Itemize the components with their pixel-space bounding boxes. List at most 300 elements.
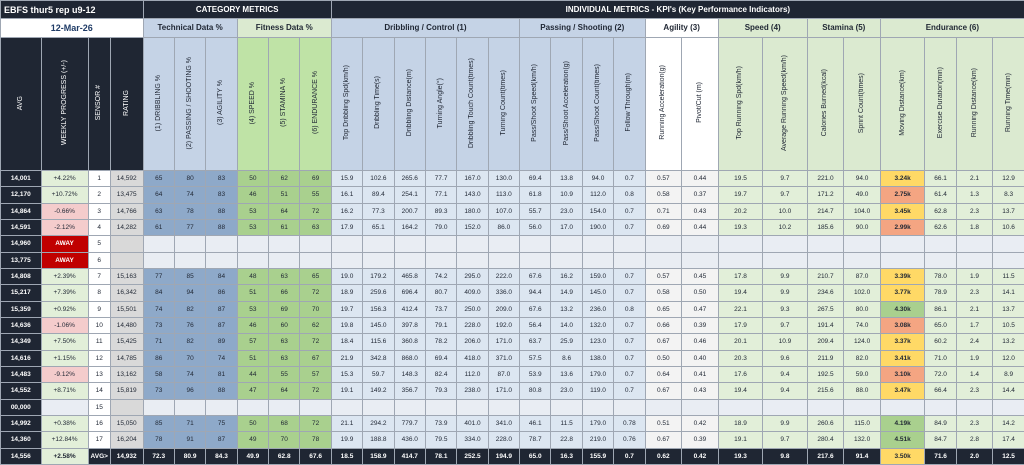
kpi-value bbox=[993, 252, 1024, 268]
player-row[interactable] bbox=[1, 236, 1024, 252]
rating-value: 15,501 bbox=[110, 301, 143, 317]
weekly-progress: +7.50% bbox=[41, 334, 88, 350]
moving-distance-value: 4.30k bbox=[880, 301, 924, 317]
kpi-value: 9.3 bbox=[763, 301, 807, 317]
kpi-value: 84.7 bbox=[925, 432, 956, 448]
moving-distance-value: 2.75k bbox=[880, 187, 924, 203]
rating-value: 14,592 bbox=[110, 170, 143, 186]
kpi-value: 15.9 bbox=[331, 170, 362, 186]
kpi-value: 334.0 bbox=[457, 432, 488, 448]
kpi-value bbox=[844, 252, 881, 268]
column-header-label: Dribbling Distance(m) bbox=[405, 69, 413, 137]
avg-value: 14,552 bbox=[1, 383, 42, 399]
kpi-value: 9.7 bbox=[763, 317, 807, 333]
kpi-value: 82.4 bbox=[425, 366, 456, 382]
kpi-value: 74.2 bbox=[425, 268, 456, 284]
moving-distance-value: 3.47k bbox=[880, 383, 924, 399]
kpi-value: 13.8 bbox=[551, 170, 582, 186]
kpi-avg: 2.0 bbox=[956, 448, 993, 464]
kpi-value: 69.4 bbox=[425, 350, 456, 366]
kpi-value: 63.7 bbox=[520, 334, 551, 350]
kpi-avg: 252.5 bbox=[457, 448, 488, 464]
kpi-value: 10.9 bbox=[551, 187, 582, 203]
kpi-value: 259.6 bbox=[363, 285, 394, 301]
kpi-value: 77.7 bbox=[425, 170, 456, 186]
kpi-value: 2.1 bbox=[956, 170, 993, 186]
kpi-value: 214.7 bbox=[807, 203, 844, 219]
moving-distance-value: 3.10k bbox=[880, 366, 924, 382]
kpi-value: 200.7 bbox=[394, 203, 425, 219]
category-value: 65 bbox=[143, 170, 174, 186]
kpi-value bbox=[925, 399, 956, 415]
kpi-value: 80.0 bbox=[844, 301, 881, 317]
column-header-label: (5) STAMINA % bbox=[280, 78, 288, 128]
category-value: 47 bbox=[237, 383, 268, 399]
kpi-value: 0.78 bbox=[614, 415, 645, 431]
column-header bbox=[174, 37, 205, 170]
category-avg: 49.9 bbox=[237, 448, 268, 464]
weekly-progress bbox=[41, 399, 88, 415]
player-row[interactable] bbox=[1, 366, 1024, 382]
kpi-value: 167.0 bbox=[457, 170, 488, 186]
kpi-avg: 12.5 bbox=[993, 448, 1024, 464]
kpi-value: 179.0 bbox=[582, 415, 613, 431]
kpi-value: 215.6 bbox=[807, 383, 844, 399]
kpi-value: 113.0 bbox=[488, 187, 519, 203]
category-value: 83 bbox=[206, 187, 237, 203]
category-value bbox=[206, 236, 237, 252]
category-value: 84 bbox=[143, 285, 174, 301]
individual-metrics-header: INDIVIDUAL METRICS - KPI's (Key Performance Indicators) bbox=[331, 1, 1024, 19]
weekly-progress: AWAY bbox=[41, 236, 88, 252]
kpi-value: 152.0 bbox=[457, 219, 488, 235]
sensor-number: 1 bbox=[88, 170, 110, 186]
kpi-value: 228.0 bbox=[457, 317, 488, 333]
kpi-value: 8.6 bbox=[551, 350, 582, 366]
kpi-value: 94.4 bbox=[520, 285, 551, 301]
column-header-label: Follow Through(m) bbox=[625, 73, 633, 133]
column-header bbox=[645, 37, 682, 170]
dribbling-group-header: Dribbling / Control (1) bbox=[331, 19, 519, 37]
column-header bbox=[956, 37, 993, 170]
kpi-value bbox=[645, 252, 682, 268]
kpi-value: 0.57 bbox=[645, 268, 682, 284]
category-value: 85 bbox=[143, 415, 174, 431]
kpi-value: 46.1 bbox=[520, 415, 551, 431]
column-header bbox=[88, 37, 110, 170]
kpi-value: 15.3 bbox=[331, 366, 362, 382]
kpi-value: 154.0 bbox=[582, 203, 613, 219]
kpi-value: 53.9 bbox=[520, 366, 551, 382]
kpi-value: 94.0 bbox=[844, 170, 881, 186]
kpi-value: 19.1 bbox=[331, 383, 362, 399]
passing-group-header: Passing / Shooting (2) bbox=[520, 19, 646, 37]
player-row[interactable] bbox=[1, 252, 1024, 268]
column-header bbox=[394, 37, 425, 170]
column-header-label: Pass/Shoot Acceleration(g) bbox=[562, 60, 570, 145]
kpi-value: 89.4 bbox=[363, 187, 394, 203]
kpi-value: 341.0 bbox=[488, 415, 519, 431]
kpi-value: 0.65 bbox=[645, 301, 682, 317]
kpi-value: 0.37 bbox=[682, 187, 719, 203]
column-header-label: (4) SPEED % bbox=[248, 81, 256, 124]
player-row[interactable] bbox=[1, 432, 1024, 448]
kpi-value: 61.4 bbox=[925, 187, 956, 203]
kpi-value: 79.0 bbox=[425, 219, 456, 235]
player-row[interactable] bbox=[1, 317, 1024, 333]
kpi-value: 0.47 bbox=[682, 301, 719, 317]
player-row[interactable] bbox=[1, 415, 1024, 431]
sensor-number: 6 bbox=[88, 252, 110, 268]
kpi-value: 10.2 bbox=[763, 219, 807, 235]
category-value bbox=[269, 399, 300, 415]
kpi-value: 78.7 bbox=[520, 432, 551, 448]
category-avg: 84.3 bbox=[206, 448, 237, 464]
column-header bbox=[925, 37, 956, 170]
kpi-value: 145.0 bbox=[363, 317, 394, 333]
kpi-value bbox=[614, 252, 645, 268]
rating-value: 14,282 bbox=[110, 219, 143, 235]
kpi-value bbox=[763, 236, 807, 252]
category-value: 55 bbox=[269, 366, 300, 382]
kpi-value bbox=[844, 236, 881, 252]
category-avg: 80.9 bbox=[174, 448, 205, 464]
kpi-value: 77.1 bbox=[425, 187, 456, 203]
category-value: 63 bbox=[269, 350, 300, 366]
category-metrics-header: CATEGORY METRICS bbox=[143, 1, 331, 19]
kpi-value: 188.8 bbox=[363, 432, 394, 448]
category-value: 58 bbox=[143, 366, 174, 382]
stamina-group-header: Stamina (5) bbox=[807, 19, 880, 37]
category-value: 87 bbox=[206, 317, 237, 333]
weekly-progress: +4.22% bbox=[41, 170, 88, 186]
rating-value: 14,480 bbox=[110, 317, 143, 333]
weekly-progress: -9.12% bbox=[41, 366, 88, 382]
player-row[interactable] bbox=[1, 383, 1024, 399]
kpi-value: 779.7 bbox=[394, 415, 425, 431]
kpi-value: 62.8 bbox=[925, 203, 956, 219]
category-value bbox=[237, 236, 268, 252]
kpi-value: 228.0 bbox=[488, 432, 519, 448]
kpi-value: 9.9 bbox=[763, 268, 807, 284]
kpi-value: 436.0 bbox=[394, 432, 425, 448]
category-value: 83 bbox=[206, 170, 237, 186]
player-row[interactable] bbox=[1, 285, 1024, 301]
player-row[interactable] bbox=[1, 268, 1024, 284]
kpi-value: 397.8 bbox=[394, 317, 425, 333]
kpi-value: 868.0 bbox=[394, 350, 425, 366]
kpi-value: 23.0 bbox=[551, 383, 582, 399]
kpi-value: 171.2 bbox=[807, 187, 844, 203]
kpi-value: 696.4 bbox=[394, 285, 425, 301]
category-value: 62 bbox=[300, 317, 331, 333]
column-header bbox=[331, 37, 362, 170]
kpi-value: 57.5 bbox=[520, 350, 551, 366]
kpi-value: 89.3 bbox=[425, 203, 456, 219]
category-value: 70 bbox=[174, 350, 205, 366]
category-value: 46 bbox=[237, 317, 268, 333]
kpi-avg: 217.6 bbox=[807, 448, 844, 464]
kpi-avg: 0.62 bbox=[645, 448, 682, 464]
category-value: 77 bbox=[174, 219, 205, 235]
player-row[interactable] bbox=[1, 334, 1024, 350]
moving-distance-value: 3.24k bbox=[880, 170, 924, 186]
kpi-value bbox=[457, 399, 488, 415]
kpi-avg: 3.50k bbox=[880, 448, 924, 464]
kpi-value: 13.7 bbox=[993, 203, 1024, 219]
kpi-value: 2.4 bbox=[956, 334, 993, 350]
avg-column-header-label: AVG bbox=[16, 95, 24, 110]
kpi-value: 2.3 bbox=[956, 415, 993, 431]
category-value: 71 bbox=[174, 415, 205, 431]
kpi-value: 13.2 bbox=[551, 301, 582, 317]
category-avg: 62.8 bbox=[269, 448, 300, 464]
kpi-value: 22.1 bbox=[718, 301, 762, 317]
kpi-value: 0.42 bbox=[682, 415, 719, 431]
kpi-value: 0.8 bbox=[614, 301, 645, 317]
kpi-value: 9.4 bbox=[763, 366, 807, 382]
kpi-value: 84.9 bbox=[925, 415, 956, 431]
kpi-value bbox=[993, 399, 1024, 415]
kpi-value bbox=[331, 236, 362, 252]
category-value: 72 bbox=[300, 383, 331, 399]
category-value: 61 bbox=[269, 219, 300, 235]
column-header bbox=[110, 37, 143, 170]
sensor-number: 16 bbox=[88, 415, 110, 431]
player-row[interactable] bbox=[1, 301, 1024, 317]
kpi-value: 465.8 bbox=[394, 268, 425, 284]
category-value bbox=[300, 399, 331, 415]
column-header bbox=[682, 37, 719, 170]
kpi-value: 1.4 bbox=[956, 366, 993, 382]
category-value bbox=[300, 252, 331, 268]
category-value: 81 bbox=[206, 366, 237, 382]
category-value: 96 bbox=[174, 383, 205, 399]
category-value bbox=[143, 236, 174, 252]
kpi-value: 132.0 bbox=[582, 317, 613, 333]
weekly-progress: -0.66% bbox=[41, 203, 88, 219]
kpi-value: 19.7 bbox=[331, 301, 362, 317]
kpi-value: 0.41 bbox=[682, 366, 719, 382]
kpi-value bbox=[520, 236, 551, 252]
category-value: 51 bbox=[237, 350, 268, 366]
kpi-value: 0.69 bbox=[645, 219, 682, 235]
category-value: 61 bbox=[143, 219, 174, 235]
column-header bbox=[237, 37, 268, 170]
avg-value: 15,217 bbox=[1, 285, 42, 301]
kpi-value: 87.0 bbox=[488, 366, 519, 382]
kpi-value: 0.7 bbox=[614, 285, 645, 301]
kpi-value: 60.2 bbox=[925, 334, 956, 350]
category-value: 87 bbox=[206, 301, 237, 317]
kpi-value: 0.40 bbox=[682, 350, 719, 366]
category-value: 44 bbox=[237, 366, 268, 382]
player-row[interactable] bbox=[1, 203, 1024, 219]
sensor-number: 15 bbox=[88, 399, 110, 415]
sensor-number: 9 bbox=[88, 301, 110, 317]
column-header bbox=[425, 37, 456, 170]
column-header bbox=[41, 37, 88, 170]
sensor-number: 17 bbox=[88, 432, 110, 448]
weekly-progress: -2.12% bbox=[41, 219, 88, 235]
kpi-value: 20.3 bbox=[718, 350, 762, 366]
moving-distance-value bbox=[880, 399, 924, 415]
kpi-value bbox=[425, 236, 456, 252]
kpi-value bbox=[363, 236, 394, 252]
kpi-value: 192.5 bbox=[807, 366, 844, 382]
kpi-value: 250.0 bbox=[457, 301, 488, 317]
column-header-label: Top Running Spd(km/h) bbox=[736, 65, 744, 140]
kpi-value bbox=[331, 252, 362, 268]
endurance-group-header: Endurance (6) bbox=[880, 19, 1024, 37]
kpi-avg: 155.9 bbox=[582, 448, 613, 464]
category-value bbox=[269, 252, 300, 268]
kpi-value bbox=[682, 236, 719, 252]
kpi-value bbox=[488, 236, 519, 252]
kpi-value: 19.0 bbox=[331, 268, 362, 284]
kpi-value: 0.76 bbox=[614, 432, 645, 448]
kpi-value: 9.4 bbox=[763, 383, 807, 399]
kpi-value: 49.0 bbox=[844, 187, 881, 203]
kpi-value: 79.3 bbox=[425, 383, 456, 399]
weekly-progress: +10.72% bbox=[41, 187, 88, 203]
kpi-value: 2.3 bbox=[956, 285, 993, 301]
kpi-value: 336.0 bbox=[488, 285, 519, 301]
category-value: 51 bbox=[237, 285, 268, 301]
player-row[interactable] bbox=[1, 219, 1024, 235]
kpi-value bbox=[551, 252, 582, 268]
avg-value: 14,992 bbox=[1, 415, 42, 431]
category-value: 64 bbox=[143, 187, 174, 203]
weekly-progress: +1.15% bbox=[41, 350, 88, 366]
kpi-value: 0.43 bbox=[682, 383, 719, 399]
kpi-value: 90.0 bbox=[844, 219, 881, 235]
kpi-value: 0.44 bbox=[682, 219, 719, 235]
subgroup-header-row bbox=[1, 19, 1024, 37]
kpi-value: 23.0 bbox=[551, 203, 582, 219]
kpi-value: 0.7 bbox=[614, 350, 645, 366]
kpi-value bbox=[645, 236, 682, 252]
kpi-value: 191.4 bbox=[807, 317, 844, 333]
kpi-value: 236.0 bbox=[582, 301, 613, 317]
kpi-avg: 0.42 bbox=[682, 448, 719, 464]
kpi-value bbox=[956, 252, 993, 268]
kpi-value bbox=[682, 399, 719, 415]
column-header bbox=[363, 37, 394, 170]
avg-value: 14,349 bbox=[1, 334, 42, 350]
kpi-value bbox=[488, 399, 519, 415]
kpi-value bbox=[457, 252, 488, 268]
player-row[interactable] bbox=[1, 170, 1024, 186]
kpi-value bbox=[582, 236, 613, 252]
column-header-label: Running Distance(km) bbox=[970, 68, 978, 138]
category-value: 50 bbox=[237, 170, 268, 186]
weekly-progress: +7.39% bbox=[41, 285, 88, 301]
kpi-avg: 0.7 bbox=[614, 448, 645, 464]
kpi-value: 2.3 bbox=[956, 203, 993, 219]
kpi-value: 1.8 bbox=[956, 219, 993, 235]
kpi-value: 107.0 bbox=[488, 203, 519, 219]
moving-distance-value: 4.51k bbox=[880, 432, 924, 448]
kpi-value: 2.8 bbox=[956, 432, 993, 448]
weekly-progress: +0.38% bbox=[41, 415, 88, 431]
kpi-value: 409.0 bbox=[457, 285, 488, 301]
player-row[interactable] bbox=[1, 187, 1024, 203]
kpi-value: 145.0 bbox=[582, 285, 613, 301]
player-row[interactable] bbox=[1, 399, 1024, 415]
kpi-value: 209.0 bbox=[488, 301, 519, 317]
category-value: 80 bbox=[174, 170, 205, 186]
kpi-value: 0.39 bbox=[682, 317, 719, 333]
kpi-value: 17.9 bbox=[331, 219, 362, 235]
kpi-avg: 158.9 bbox=[363, 448, 394, 464]
kpi-value: 10.5 bbox=[993, 317, 1024, 333]
column-header-label: Dribbling Touch Count(times) bbox=[468, 57, 476, 148]
kpi-value: 0.57 bbox=[645, 170, 682, 186]
kpi-value bbox=[925, 252, 956, 268]
category-value: 74 bbox=[174, 366, 205, 382]
kpi-value: 55.7 bbox=[520, 203, 551, 219]
sensor-number: 4 bbox=[88, 219, 110, 235]
kpi-value bbox=[582, 252, 613, 268]
kpi-value: 260.6 bbox=[807, 415, 844, 431]
kpi-value: 0.64 bbox=[645, 366, 682, 382]
category-value: 77 bbox=[143, 268, 174, 284]
kpi-value: 418.0 bbox=[457, 350, 488, 366]
category-value: 85 bbox=[174, 268, 205, 284]
kpi-value: 14.2 bbox=[993, 415, 1024, 431]
category-value: 57 bbox=[237, 334, 268, 350]
kpi-value: 371.0 bbox=[488, 350, 519, 366]
rating-value: 14,785 bbox=[110, 350, 143, 366]
column-header bbox=[807, 37, 844, 170]
kpi-value: 124.0 bbox=[844, 334, 881, 350]
category-value: 72 bbox=[300, 285, 331, 301]
sensor-number: 11 bbox=[88, 334, 110, 350]
rating-value: 15,819 bbox=[110, 383, 143, 399]
kpi-value: 56.4 bbox=[520, 317, 551, 333]
category-value bbox=[206, 399, 237, 415]
kpi-value: 138.0 bbox=[582, 350, 613, 366]
column-header bbox=[763, 37, 807, 170]
kpi-value: 294.2 bbox=[363, 415, 394, 431]
player-row[interactable] bbox=[1, 350, 1024, 366]
weekly-progress: AWAY bbox=[41, 252, 88, 268]
kpi-value: 11.5 bbox=[551, 415, 582, 431]
kpi-avg: 414.7 bbox=[394, 448, 425, 464]
kpi-value: 254.1 bbox=[394, 187, 425, 203]
avg-marker: AVG> bbox=[88, 448, 110, 464]
moving-distance-value: 2.99k bbox=[880, 219, 924, 235]
category-value: 66 bbox=[269, 285, 300, 301]
kpi-value: 112.0 bbox=[457, 366, 488, 382]
category-value: 87 bbox=[206, 432, 237, 448]
kpi-value: 72.0 bbox=[925, 366, 956, 382]
kpi-value: 1.7 bbox=[956, 317, 993, 333]
kpi-value bbox=[718, 399, 762, 415]
kpi-value: 73.9 bbox=[425, 415, 456, 431]
kpi-value: 0.43 bbox=[682, 203, 719, 219]
kpi-value: 0.71 bbox=[645, 203, 682, 219]
column-header-label: WEEKLY PROGRESS (+/-) bbox=[60, 60, 68, 146]
category-avg: 67.6 bbox=[300, 448, 331, 464]
column-header-label: (1) DRIBBLING % bbox=[154, 74, 162, 131]
kpi-value: 0.7 bbox=[614, 268, 645, 284]
kpi-value: 14.9 bbox=[551, 285, 582, 301]
category-value: 84 bbox=[206, 268, 237, 284]
kpi-value: 86.1 bbox=[925, 301, 956, 317]
kpi-value bbox=[956, 236, 993, 252]
